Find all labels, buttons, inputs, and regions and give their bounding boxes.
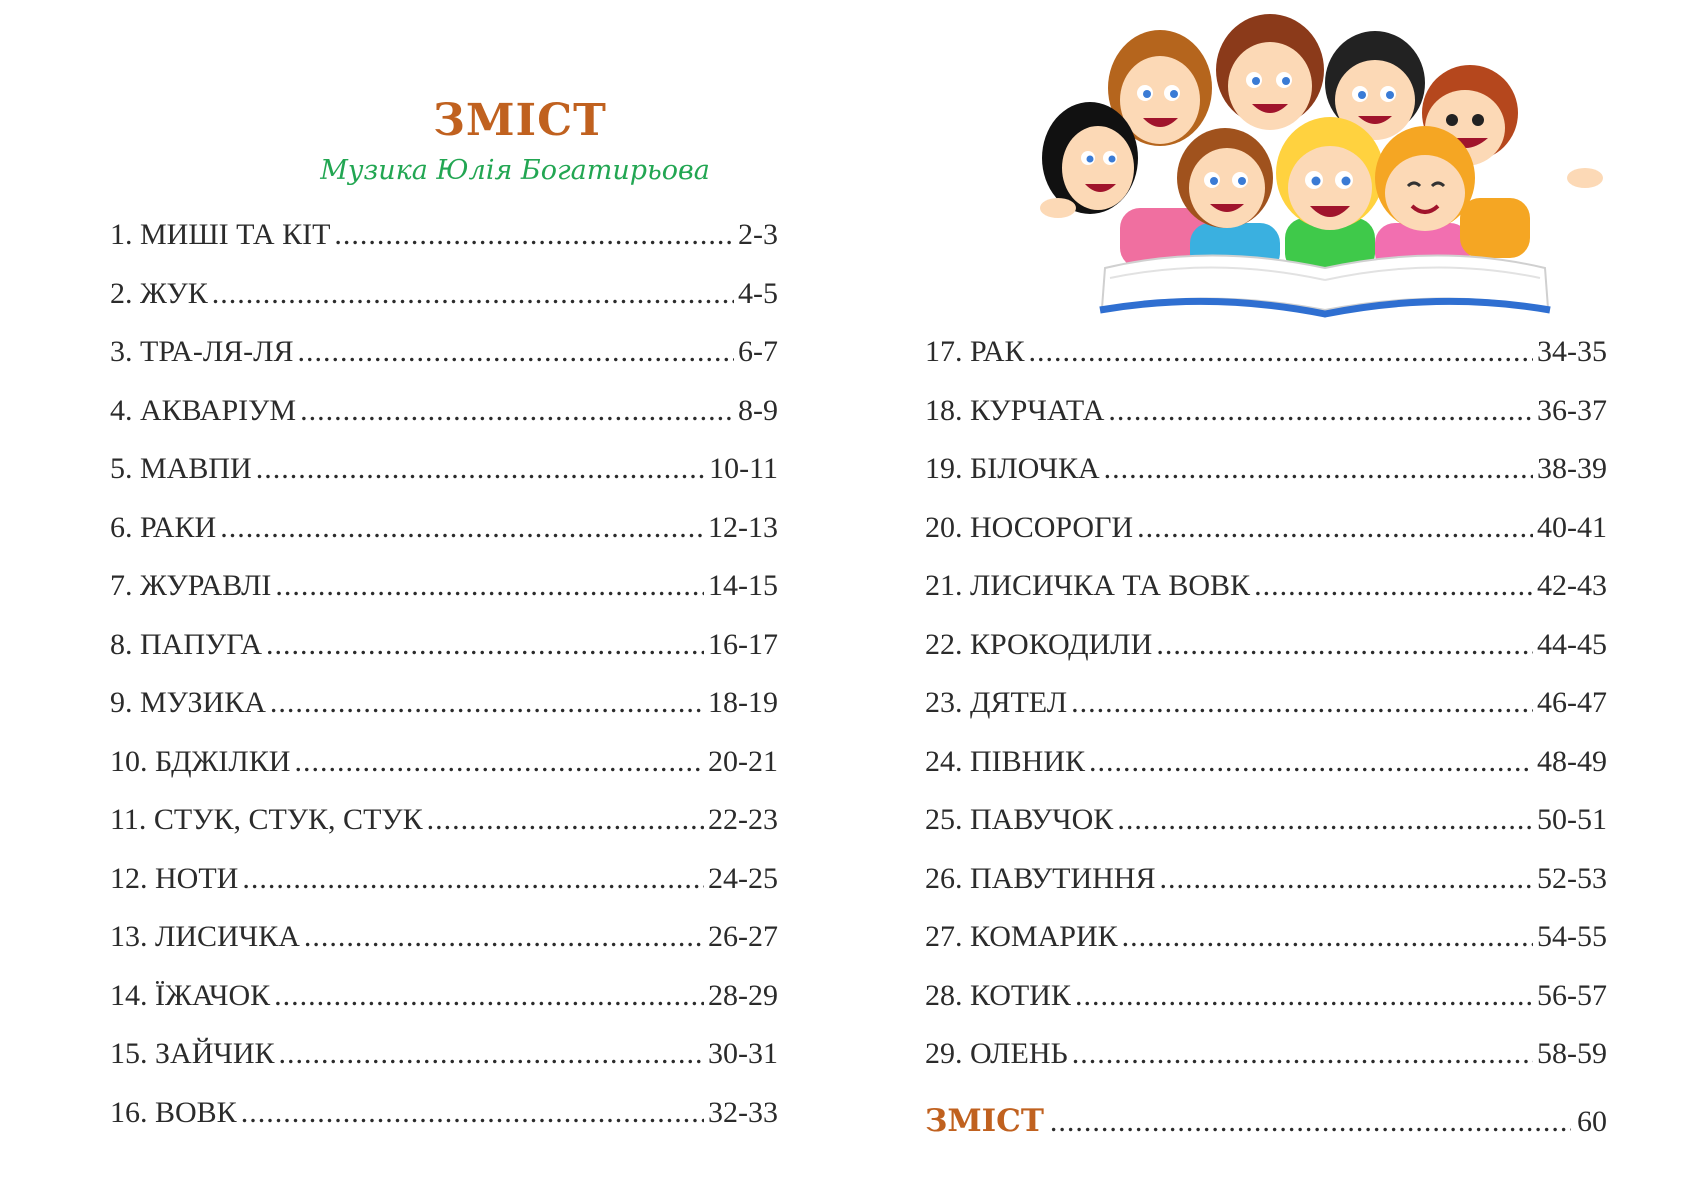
toc-entry-page: 52-53 xyxy=(1537,861,1607,895)
toc-leader-dots xyxy=(300,394,734,428)
toc-entry-label: 14. ЇЖАЧОК xyxy=(110,978,271,1012)
toc-entry-label: 28. КОТИК xyxy=(925,978,1071,1012)
toc-leader-dots xyxy=(1029,335,1533,369)
child-face-icon xyxy=(1375,126,1475,231)
toc-final-entry[interactable] xyxy=(925,1103,1607,1139)
toc-leader-dots xyxy=(427,803,704,837)
toc-entry-label: 5. МАВПИ xyxy=(110,452,252,485)
toc-leader-dots xyxy=(1137,511,1533,545)
toc-entry[interactable] xyxy=(110,218,778,277)
toc-entry-label: 15. ЗАЙЧИК xyxy=(110,1037,275,1070)
children-reading-book-icon xyxy=(1040,8,1610,330)
toc-entry[interactable] xyxy=(925,452,1607,511)
toc-leader-dots xyxy=(274,979,704,1013)
toc-leader-dots xyxy=(275,569,704,603)
toc-entry-label: 11. СТУК, СТУК, СТУК xyxy=(110,803,423,836)
toc-entry-page: 54-55 xyxy=(1537,920,1607,953)
toc-entry[interactable] xyxy=(110,920,778,979)
toc-leader-dots xyxy=(212,277,734,311)
toc-entry[interactable] xyxy=(110,394,778,453)
toc-entry-label: 17. РАК xyxy=(925,335,1025,368)
toc-entry-page: 18-19 xyxy=(708,686,778,719)
child-face-icon xyxy=(1177,128,1273,228)
toc-entry-page: 48-49 xyxy=(1537,744,1607,778)
toc-entry-label: 20. НОСОРОГИ xyxy=(925,510,1134,544)
toc-leader-dots xyxy=(1156,628,1533,662)
child-face-icon xyxy=(1042,102,1138,214)
toc-leader-dots xyxy=(1050,1105,1571,1139)
toc-final-page: 60 xyxy=(1577,1105,1607,1138)
toc-entry-page: 12-13 xyxy=(708,510,778,544)
toc-entry-page: 32-33 xyxy=(708,1095,778,1129)
toc-entry[interactable] xyxy=(110,1037,778,1096)
toc-entry[interactable] xyxy=(925,335,1607,394)
toc-leader-dots xyxy=(1089,745,1533,779)
child-face-icon xyxy=(1276,117,1384,230)
toc-leader-dots xyxy=(1104,452,1533,486)
toc-entry-page: 58-59 xyxy=(1537,1037,1607,1070)
toc-left-column xyxy=(110,218,778,1154)
toc-entry[interactable] xyxy=(110,1096,778,1155)
toc-leader-dots xyxy=(304,920,704,954)
toc-entry-label: 24. ПІВНИК xyxy=(925,744,1086,778)
toc-entry-page: 24-25 xyxy=(708,861,778,895)
toc-entry-page: 40-41 xyxy=(1537,510,1607,544)
toc-entry-page: 14-15 xyxy=(708,569,778,602)
page-title: ЗМІСТ xyxy=(433,95,607,146)
toc-entry[interactable] xyxy=(110,745,778,804)
toc-entry[interactable] xyxy=(925,803,1607,862)
toc-entry-label: 2. ЖУК xyxy=(110,276,208,310)
toc-entry-label: 18. КУРЧАТА xyxy=(925,393,1105,427)
toc-entry-page: 46-47 xyxy=(1537,686,1607,719)
toc-leader-dots xyxy=(1122,920,1533,954)
toc-entry[interactable] xyxy=(925,686,1607,745)
toc-entry-page: 26-27 xyxy=(708,920,778,953)
toc-leader-dots xyxy=(1075,979,1533,1013)
toc-entry-page: 20-21 xyxy=(708,744,778,778)
toc-entry-page: 34-35 xyxy=(1537,335,1607,368)
toc-entry[interactable] xyxy=(925,511,1607,570)
toc-leader-dots xyxy=(334,218,734,252)
toc-entry-page: 10-11 xyxy=(709,452,778,485)
toc-entry[interactable] xyxy=(110,979,778,1038)
toc-entry-label: 25. ПАВУЧОК xyxy=(925,803,1114,836)
toc-leader-dots xyxy=(1254,569,1533,603)
toc-entry[interactable] xyxy=(110,569,778,628)
toc-entry-page: 8-9 xyxy=(738,393,778,427)
toc-entry[interactable] xyxy=(110,628,778,687)
toc-entry-label: 21. ЛИСИЧКА ТА ВОВК xyxy=(925,569,1251,602)
toc-entry[interactable] xyxy=(925,862,1607,921)
toc-entry-label: 16. ВОВК xyxy=(110,1095,237,1129)
toc-right-column xyxy=(925,335,1607,1096)
toc-entry[interactable] xyxy=(110,335,778,394)
toc-entry-label: 27. КОМАРИК xyxy=(925,920,1118,953)
toc-leader-dots xyxy=(241,1096,704,1130)
toc-entry-label: 22. КРОКОДИЛИ xyxy=(925,627,1153,661)
toc-entry-label: 3. ТРА-ЛЯ-ЛЯ xyxy=(110,335,294,368)
toc-entry-page: 30-31 xyxy=(708,1037,778,1070)
toc-leader-dots xyxy=(294,745,704,779)
toc-entry[interactable] xyxy=(110,277,778,336)
toc-entry[interactable] xyxy=(925,1037,1607,1096)
toc-final-label: ЗМІСТ xyxy=(925,1103,1044,1139)
child-face-icon xyxy=(1216,14,1324,130)
page-subtitle: Музика Юлія Богатирьова xyxy=(320,155,710,186)
toc-entry-page: 56-57 xyxy=(1537,978,1607,1012)
toc-leader-dots xyxy=(256,452,705,486)
toc-entry[interactable] xyxy=(925,628,1607,687)
toc-entry-label: 1. МИШІ ТА КІТ xyxy=(110,218,331,251)
toc-leader-dots xyxy=(266,628,704,662)
toc-entry-page: 50-51 xyxy=(1537,803,1607,836)
toc-entry-page: 6-7 xyxy=(738,335,778,368)
toc-leader-dots xyxy=(1071,686,1533,720)
toc-entry-label: 7. ЖУРАВЛІ xyxy=(110,569,272,602)
toc-entry[interactable] xyxy=(110,686,778,745)
toc-entry-page: 36-37 xyxy=(1537,393,1607,427)
toc-entry-page: 44-45 xyxy=(1537,627,1607,661)
toc-leader-dots xyxy=(1072,1037,1533,1071)
toc-entry[interactable] xyxy=(925,394,1607,453)
toc-entry[interactable] xyxy=(925,979,1607,1038)
toc-entry-label: 23. ДЯТЕЛ xyxy=(925,686,1068,719)
toc-entry[interactable] xyxy=(925,569,1607,628)
toc-entry-page: 16-17 xyxy=(708,627,778,661)
toc-entry[interactable] xyxy=(110,862,778,921)
toc-entry-page: 4-5 xyxy=(738,276,778,310)
toc-entry-label: 4. АКВАРІУМ xyxy=(110,393,297,427)
toc-leader-dots xyxy=(1117,803,1533,837)
toc-entry-label: 26. ПАВУТИННЯ xyxy=(925,861,1156,895)
toc-entry-label: 6. РАКИ xyxy=(110,510,217,544)
toc-entry-label: 29. ОЛЕНЬ xyxy=(925,1037,1068,1070)
toc-entry-label: 19. БІЛОЧКА xyxy=(925,452,1100,485)
toc-entry-page: 42-43 xyxy=(1537,569,1607,602)
toc-entry-label: 8. ПАПУГА xyxy=(110,627,262,661)
toc-leader-dots xyxy=(220,511,704,545)
toc-entry-page: 22-23 xyxy=(708,803,778,836)
toc-entry[interactable] xyxy=(925,745,1607,804)
toc-entry-label: 13. ЛИСИЧКА xyxy=(110,920,300,953)
toc-leader-dots xyxy=(1159,862,1533,896)
toc-leader-dots xyxy=(1108,394,1533,428)
toc-entry[interactable] xyxy=(110,511,778,570)
toc-entry[interactable] xyxy=(110,803,778,862)
toc-leader-dots xyxy=(242,862,704,896)
toc-entry-page: 2-3 xyxy=(738,218,778,251)
toc-leader-dots xyxy=(270,686,704,720)
toc-entry-page: 28-29 xyxy=(708,978,778,1012)
toc-leader-dots xyxy=(298,335,734,369)
toc-entry-label: 12. НОТИ xyxy=(110,861,239,895)
toc-leader-dots xyxy=(279,1037,704,1071)
toc-entry-label: 9. МУЗИКА xyxy=(110,686,266,719)
toc-entry-label: 10. БДЖІЛКИ xyxy=(110,744,291,778)
toc-entry[interactable] xyxy=(925,920,1607,979)
toc-entry[interactable] xyxy=(110,452,778,511)
toc-entry-page: 38-39 xyxy=(1537,452,1607,485)
